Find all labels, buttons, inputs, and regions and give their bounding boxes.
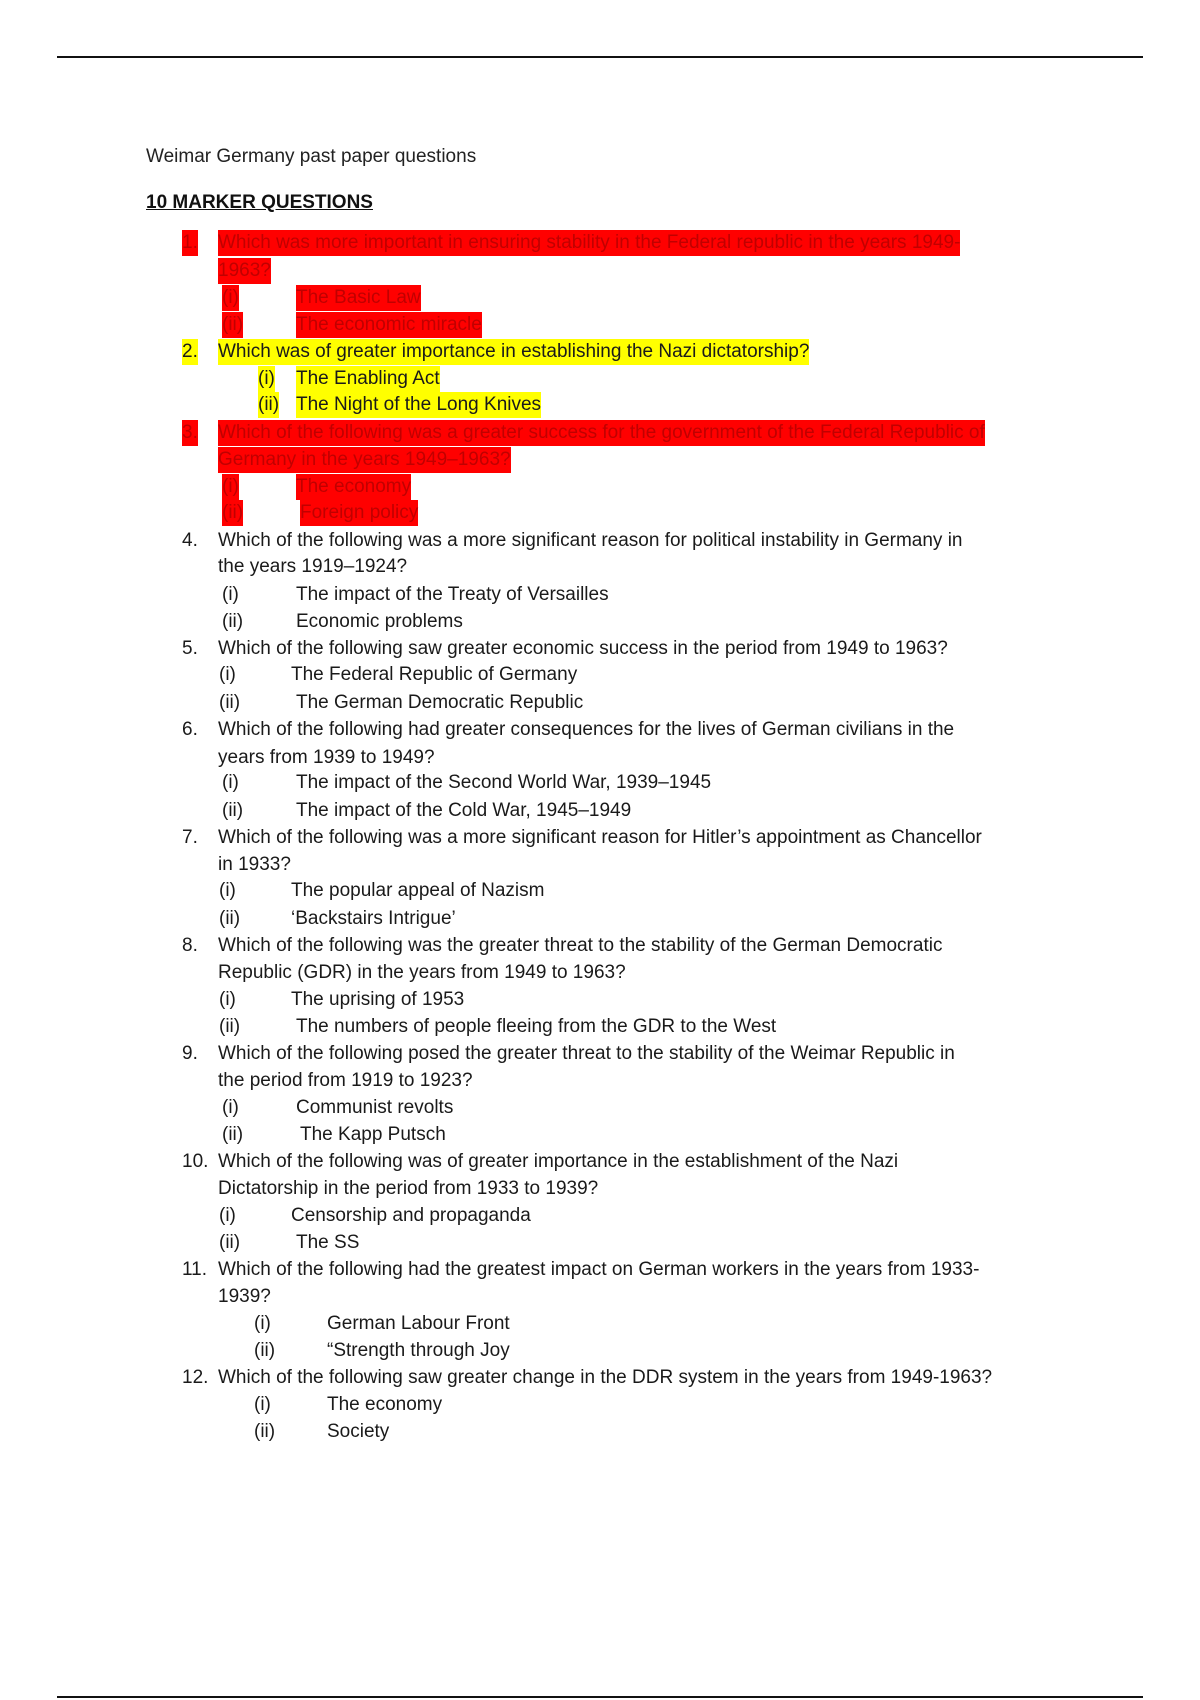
question-text: Which of the following was a more significant reason for Hitler’s appointment as Chancellor	[218, 827, 982, 848]
option-marker: (ii)	[222, 800, 244, 821]
section-heading: 10 MARKER QUESTIONS	[146, 192, 373, 213]
option-marker: (ii)	[258, 392, 279, 418]
question-text: Which of the following was the greater threat to the stability of the German Democratic	[218, 935, 943, 956]
option-text: “Strength through Joy	[327, 1340, 510, 1361]
question-number: 11.	[182, 1259, 208, 1280]
option-marker: (i)	[219, 880, 236, 901]
option-text: The Enabling Act	[296, 366, 440, 392]
question-number: 1.	[182, 230, 198, 256]
question-text: Republic (GDR) in the years from 1949 to 1963?	[218, 962, 626, 983]
option-text: The popular appeal of Nazism	[291, 880, 545, 901]
option-text: The economy	[327, 1394, 443, 1415]
option-text: The SS	[296, 1232, 360, 1253]
question-number: 6.	[182, 719, 198, 740]
option-marker: (i)	[254, 1394, 271, 1415]
option-text: Censorship and propaganda	[291, 1205, 531, 1226]
option-text: The impact of the Cold War, 1945–1949	[296, 800, 632, 821]
question-text: 1963?	[218, 258, 271, 284]
option-marker: (i)	[222, 584, 239, 605]
option-text: The uprising of 1953	[291, 989, 465, 1010]
option-marker: (i)	[222, 285, 239, 311]
question-number: 3.	[182, 420, 198, 446]
question-text: Which of the following was a greater success for the government of the Federal Republic of	[218, 420, 985, 446]
question-number: 8.	[182, 935, 198, 956]
question-text: in 1933?	[218, 854, 291, 875]
option-marker: (ii)	[219, 908, 241, 929]
option-text: The Basic Law	[296, 285, 421, 311]
question-number: 5.	[182, 638, 198, 659]
question-text: Which of the following was a more significant reason for political instability in Germany in	[218, 530, 963, 551]
option-text: The Kapp Putsch	[300, 1124, 446, 1145]
option-text: The impact of the Second World War, 1939–1945	[296, 772, 712, 793]
option-marker: (ii)	[222, 611, 244, 632]
option-marker: (ii)	[219, 1232, 241, 1253]
option-text: The numbers of people fleeing from the GDR to the West	[296, 1016, 777, 1037]
option-marker: (ii)	[222, 1124, 244, 1145]
option-text: The economic miracle	[296, 312, 482, 338]
question-number: 2.	[182, 339, 198, 365]
option-text: ‘Backstairs Intrigue’	[291, 908, 456, 929]
question-number: 12.	[182, 1367, 209, 1388]
option-marker: (i)	[222, 474, 239, 500]
question-text: Which of the following saw greater change in the DDR system in the years from 1949-1963?	[218, 1367, 993, 1388]
option-marker: (i)	[219, 989, 236, 1010]
option-marker: (i)	[219, 664, 236, 685]
question-text: Which of the following posed the greater threat to the stability of the Weimar Republic in	[218, 1043, 955, 1064]
option-marker: (i)	[254, 1313, 271, 1334]
option-text: The Federal Republic of Germany	[291, 664, 578, 685]
option-marker: (ii)	[254, 1340, 276, 1361]
question-text: years from 1939 to 1949?	[218, 747, 435, 768]
option-marker: (i)	[219, 1205, 236, 1226]
top-rule	[57, 56, 1143, 58]
option-marker: (i)	[258, 366, 275, 392]
question-text: Dictatorship in the period from 1933 to 1939?	[218, 1178, 599, 1199]
option-marker: (i)	[222, 772, 239, 793]
document-title: Weimar Germany past paper questions	[146, 146, 477, 167]
option-text: The economy	[296, 474, 411, 500]
option-text: German Labour Front	[327, 1313, 510, 1334]
question-number: 7.	[182, 827, 198, 848]
question-text: Which of the following was of greater importance in the establishment of the Nazi	[218, 1151, 899, 1172]
question-text: Which of the following saw greater economic success in the period from 1949 to 1963?	[218, 638, 948, 659]
option-marker: (ii)	[219, 692, 241, 713]
option-marker: (ii)	[219, 1016, 241, 1037]
option-marker: (ii)	[254, 1421, 276, 1442]
option-marker: (i)	[222, 1097, 239, 1118]
option-text: Foreign policy	[300, 500, 418, 526]
option-marker: (ii)	[222, 500, 243, 526]
question-text: Which was of greater importance in establishing the Nazi dictatorship?	[218, 339, 809, 365]
option-text: The Night of the Long Knives	[296, 392, 541, 418]
question-text: Which of the following had greater consequences for the lives of German civilians in the	[218, 719, 955, 740]
option-text: The German Democratic Republic	[296, 692, 584, 713]
question-text: Germany in the years 1949–1963?	[218, 447, 511, 473]
question-number: 4.	[182, 530, 198, 551]
question-number: 10.	[182, 1151, 209, 1172]
bottom-rule	[57, 1696, 1143, 1698]
question-text: Which of the following had the greatest impact on German workers in the years from 1933-	[218, 1259, 980, 1280]
option-text: Society	[327, 1421, 390, 1442]
question-text: Which was more important in ensuring stability in the Federal republic in the years 1949-	[218, 230, 960, 256]
question-text: the period from 1919 to 1923?	[218, 1070, 473, 1091]
question-text: 1939?	[218, 1286, 271, 1307]
option-marker: (ii)	[222, 312, 243, 338]
option-text: Economic problems	[296, 611, 463, 632]
option-text: Communist revolts	[296, 1097, 454, 1118]
question-number: 9.	[182, 1043, 198, 1064]
question-text: the years 1919–1924?	[218, 556, 408, 577]
option-text: The impact of the Treaty of Versailles	[296, 584, 609, 605]
